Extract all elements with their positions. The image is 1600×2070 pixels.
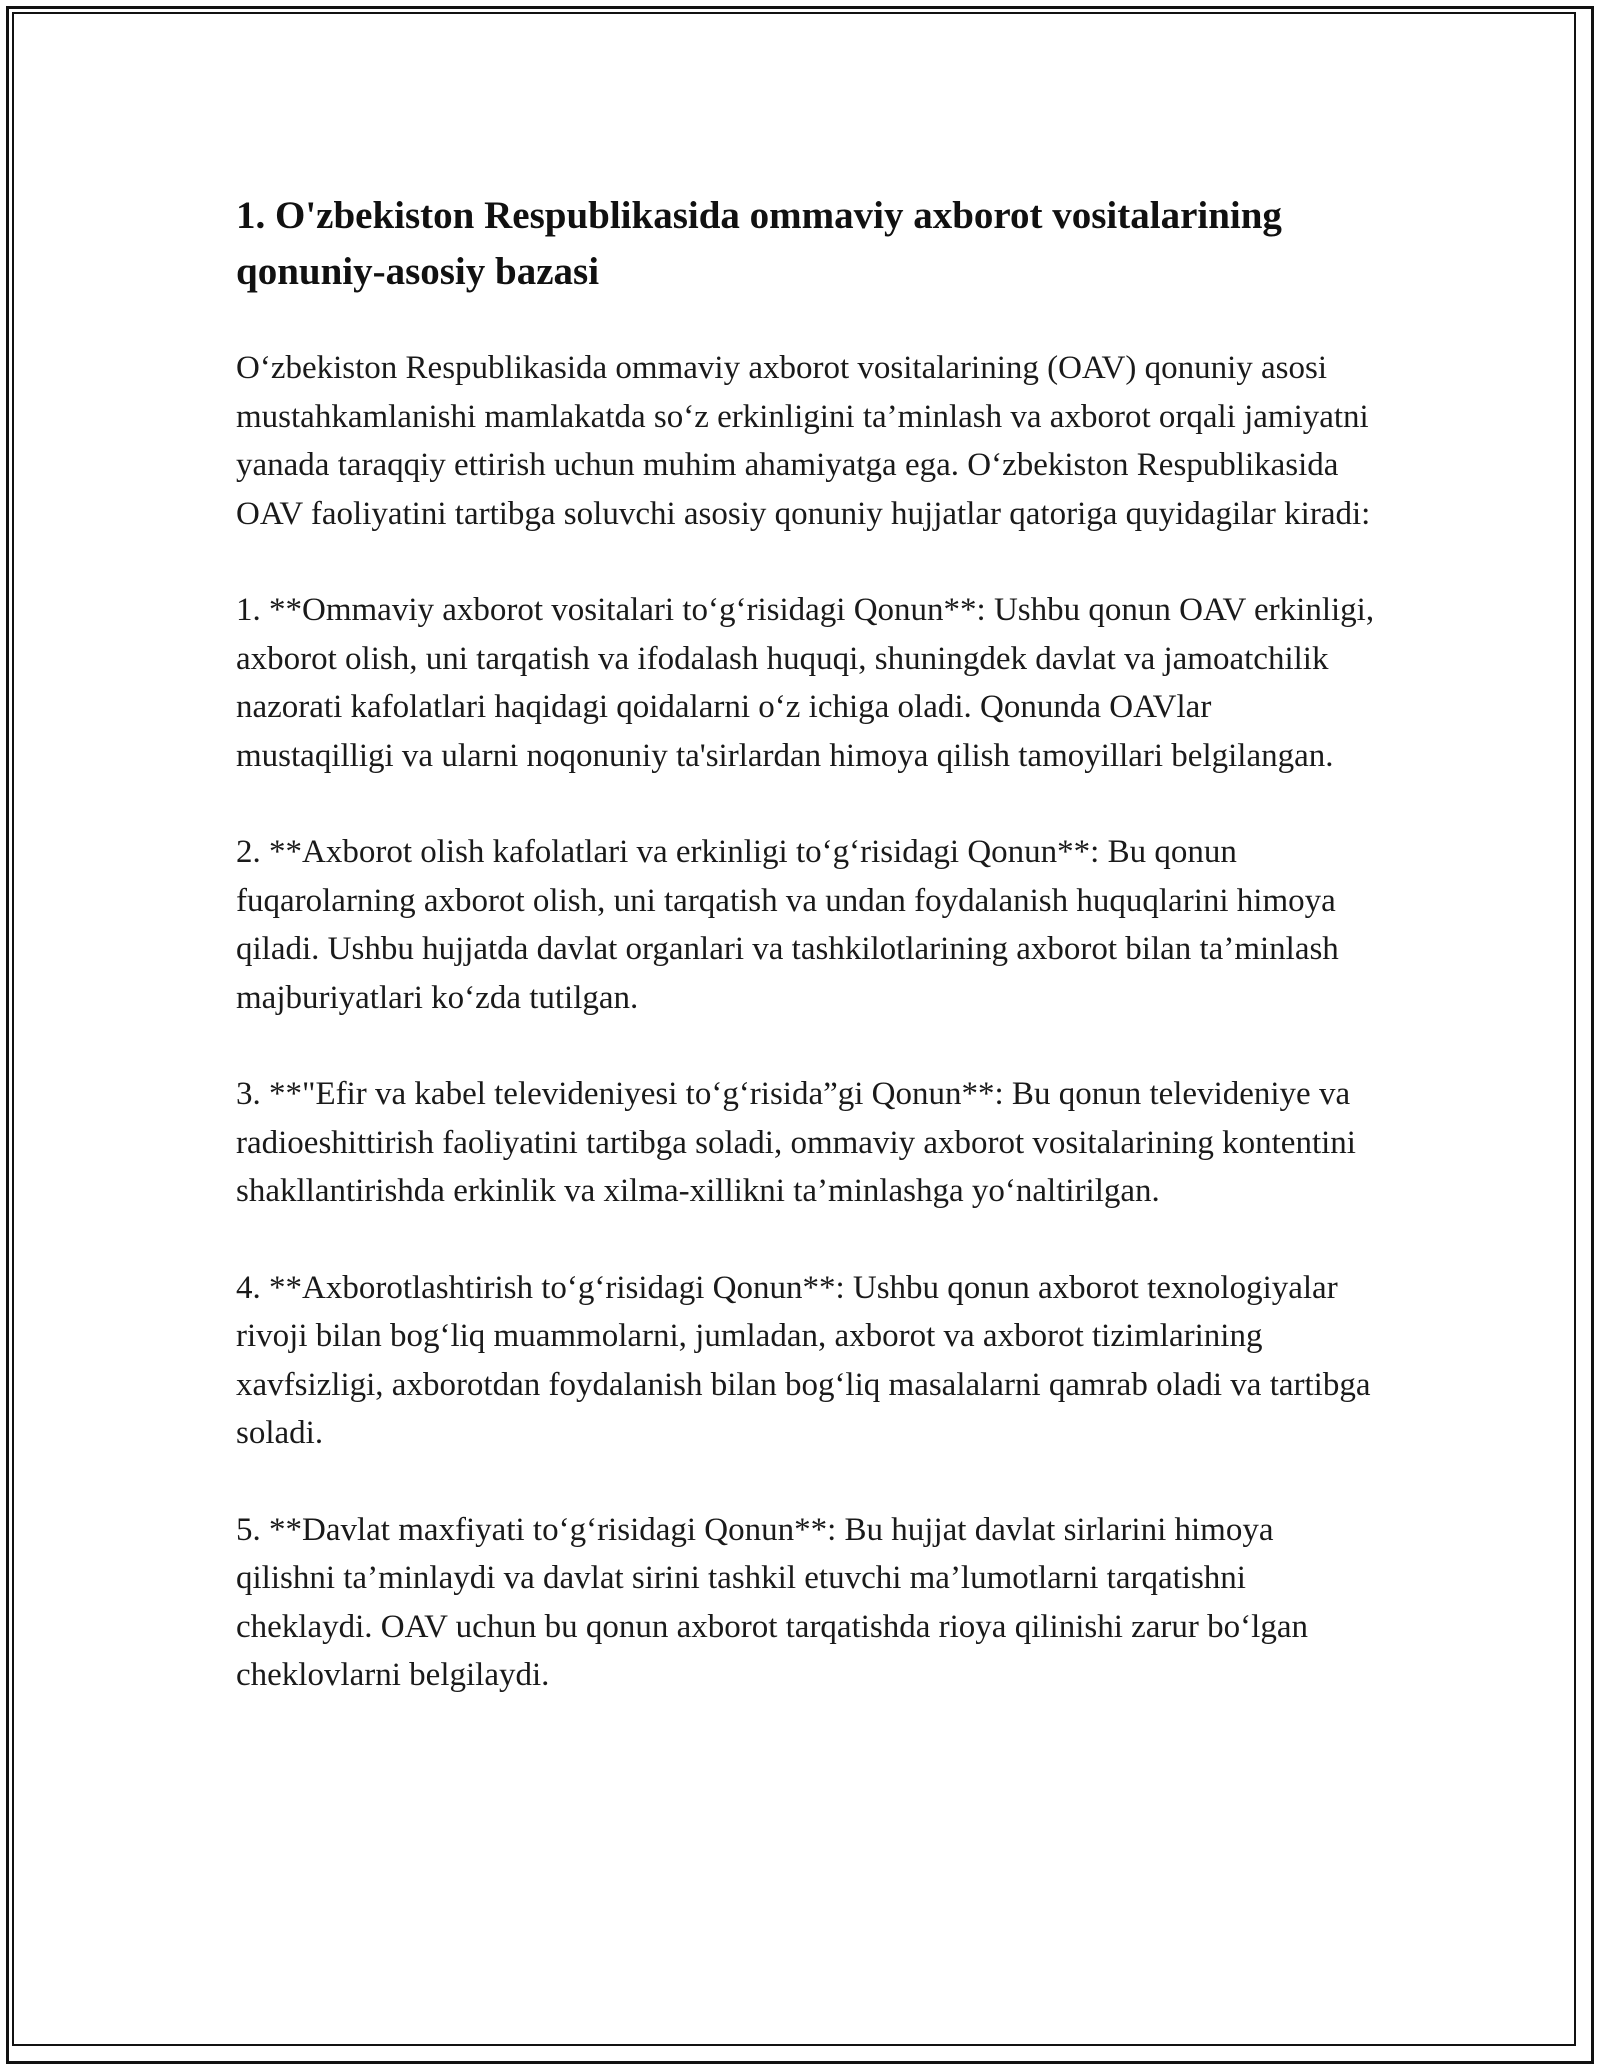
law-item-1: 1. **Ommaviy axborot vositalari to‘g‘risidagi Qonun**: Ushbu qonun OAV erkinligi, axborot olish, uni tarqatish va ifodalash huquqi, shuningdek davlat va jamoatchilik nazorati kafolatlari haqidagi qoidalarni o‘z ichiga oladi. Qonunda OAVlar mustaqilligi va ularni noqonuniy ta'sirlardan himoya qilish tamoyillari belgilangan. — [236, 592, 1375, 774]
law-item-5: 5. **Davlat maxfiyati to‘g‘risidagi Qonun**: Bu hujjat davlat sirlarini himoya qilishni ta’minlaydi va davlat sirini tashkil etuvchi ma’lumotlarni tarqatishni cheklaydi. OAV uchun bu qonun axborot tarqatishda rioya qilinishi zarur bo‘lgan cheklovlarni belgilaydi. — [236, 1511, 1308, 1693]
law-item-3: 3. **"Efir va kabel televideniyesi to‘g‘risida”gi Qonun**: Bu qonun televideniye va radioeshittirish faoliyatini tartibga soladi, ommaviy axborot vositalarining kontentini shakllantirishda erkinlik va xilma-xillikni ta’minlashga yo‘naltirilgan. — [236, 1076, 1356, 1209]
document-title: 1. O'zbekiston Respublikasida ommaviy axborot vositalarining qonuniy-asosiy bazasi — [236, 194, 1282, 293]
law-item-4: 4. **Axborotlashtirish to‘g‘risidagi Qonun**: Ushbu qonun axborot texnologiyalar rivoji bilan bog‘liq muammolarni, jumladan, axborot va axborot tizimlarining xavfsizligi, axborotdan foydalanish bilan bog‘liq masalalarni qamrab oladi va tartibga soladi. — [236, 1269, 1371, 1451]
law-item-2: 2. **Axborot olish kafolatlari va erkinligi to‘g‘risidagi Qonun**: Bu qonun fuqarolarning axborot olish, uni tarqatish va undan foydalanish huquqlarini himoya qiladi. Ushbu hujjatda davlat organlari va tashkilotlarining axborot bilan ta’minlash majburiyatlari ko‘zda tutilgan. — [236, 834, 1339, 1016]
intro-paragraph: O‘zbekiston Respublikasida ommaviy axborot vositalarining (OAV) qonuniy asosi mustahkamlanishi mamlakatda so‘z erkinligini ta’minlash va axborot orqali jamiyatni yanada taraqqiy ettirish uchun muhim ahamiyatga ega. O‘zbekiston Respublikasida OAV faoliyatini tartibga soluvchi asosiy qonuniy hujjatlar qatoriga quyidagilar kiradi: — [236, 350, 1371, 532]
document-body — [236, 188, 1376, 1748]
